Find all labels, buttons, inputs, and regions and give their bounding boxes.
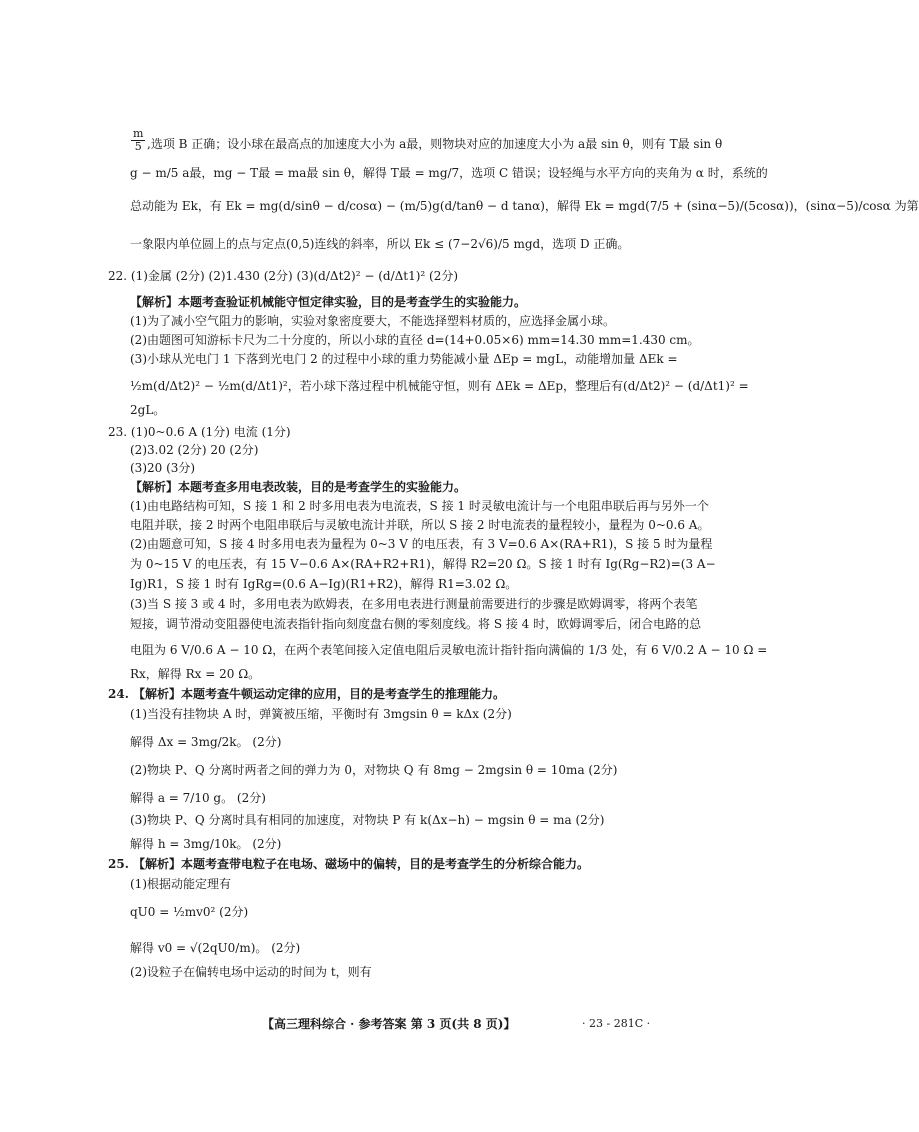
fraction-m-over-5: $\frac{m}{5}$	[133, 127, 144, 153]
q22-part-2: (2)由题图可知游标卡尺为二十分度的，所以小球的直径 d=(14+0.05×6) mm=14.30 mm=1.430 cm。	[130, 333, 700, 347]
q24-analysis-heading: 24. 【解析】本题考查牛顿运动定律的应用，目的是考查学生的推理能力。	[108, 687, 506, 701]
q23-part-3-end: Rx，解得 Rx = 20 Ω。	[130, 667, 261, 681]
q22-part-3-end: 2gL。	[130, 403, 166, 417]
q24-part-1-result: 解得 Δx = 3mg/2k。 (2分)	[130, 735, 282, 749]
text-line-2: g − m/5 a最，mg − T最 = ma最 sin θ，解得 T最 = mg/7，选项 C 错误；设轻绳与水平方向的夹角为 α 时，系统的	[130, 166, 768, 180]
footer-code: · 23 - 281C ·	[582, 1017, 651, 1030]
footer-page-label: 【高三理科综合 · 参考答案 第 3 页(共 8 页)】	[262, 1017, 516, 1031]
q23-answer-3: (3)20 (3分)	[130, 461, 196, 475]
q22-part-3-cont: ½m(d/Δt2)² − ½m(d/Δt1)²，若小球下落过程中机械能守恒，则有 ΔEk = ΔEp，整理后有(d/Δt2)² − (d/Δt1)² =	[130, 379, 749, 393]
q22-part-1: (1)为了减小空气阻力的影响，实验对象密度要大，不能选择塑料材质的，应选择金属小球。	[130, 314, 616, 328]
q24-part-1: (1)当没有挂物块 A 时，弹簧被压缩，平衡时有 3mgsin θ = kΔx (2分)	[130, 707, 512, 721]
q23-part-2-cont: 为 0~15 V 的电压表，有 15 V−0.6 A×(RA+R2+R1)，解得 R2=20 Ω。S 接 1 时有 Ig(Rg−R2)=(3 A−	[130, 557, 716, 571]
q22-answers: 22. (1)金属 (2分) (2)1.430 (2分) (3)(d/Δt2)² − (d/Δt1)² (2分)	[108, 269, 459, 283]
q25-part-1-result: 解得 v0 = √(2qU0/m)。 (2分)	[130, 941, 301, 955]
q23-analysis-heading: 【解析】本题考查多用电表改装，目的是考查学生的实验能力。	[130, 480, 467, 494]
q23-answer-1: 23. (1)0~0.6 A (1分) 电流 (1分)	[108, 425, 291, 439]
q24-part-3-result: 解得 h = 3mg/10k。 (2分)	[130, 837, 282, 851]
q23-part-1-cont: 电阻并联，接 2 时两个电阻串联后与灵敏电流计并联，所以 S 接 2 时电流表的量程较小，量程为 0~0.6 A。	[130, 518, 710, 532]
q25-analysis-heading: 25. 【解析】本题考查带电粒子在电场、磁场中的偏转，目的是考查学生的分析综合能力。	[108, 857, 590, 871]
q22-analysis-heading: 【解析】本题考查验证机械能守恒定律实验，目的是考查学生的实验能力。	[130, 295, 527, 309]
q24-part-2: (2)物块 P、Q 分离时两者之间的弹力为 0，对物块 Q 有 8mg − 2mgsin θ = 10ma (2分)	[130, 763, 618, 777]
q24-part-3: (3)物块 P、Q 分离时具有相同的加速度，对物块 P 有 k(Δx−h) − mgsin θ = ma (2分)	[130, 813, 605, 827]
q23-part-3: (3)当 S 接 3 或 4 时，多用电表为欧姆表，在多用电表进行测量前需要进行的步骤是欧姆调零，将两个表笔	[130, 597, 698, 611]
q23-part-1: (1)由电路结构可知，S 接 1 和 2 时多用电表为电流表，S 接 1 时灵敏电流计与一个电阻串联后再与另外一个	[130, 499, 709, 513]
q25-part-1: (1)根据动能定理有	[130, 877, 231, 891]
text-line-3: 总动能为 Ek，有 Ek = mg(d/sinθ − d/cosα) − (m/5)g(d/tanθ − d tanα)，解得 Ek = mgd(7/5 + (sinα−5)/(5cosα))，(sinα−5)/cosα 为第	[130, 199, 919, 213]
q23-part-2-end: Ig)R1，S 接 1 时有 IgRg=(0.6 A−Ig)(R1+R2)，解得 R1=3.02 Ω。	[130, 577, 518, 591]
q25-equation: qU0 = ½mv0² (2分)	[130, 905, 249, 919]
text-line-4: 一象限内单位圆上的点与定点(0,5)连线的斜率，所以 Ek ≤ (7−2√6)/5 mgd，选项 D 正确。	[130, 237, 630, 251]
q24-part-2-result: 解得 a = 7/10 g。 (2分)	[130, 791, 266, 805]
q23-part-2: (2)由题意可知，S 接 4 时多用电表为量程为 0~3 V 的电压表，有 3 V=0.6 A×(RA+R1)，S 接 5 时为量程	[130, 537, 713, 551]
q22-part-3: (3)小球从光电门 1 下落到光电门 2 的过程中小球的重力势能减小量 ΔEp = mgL，动能增加量 ΔEk =	[130, 352, 678, 366]
text-line-1: ,选项 B 正确；设小球在最高点的加速度大小为 a最，则物块对应的加速度大小为 a最 sin θ，则有 T最 sin θ	[147, 137, 723, 151]
q23-answer-2: (2)3.02 (2分) 20 (2分)	[130, 443, 259, 457]
q23-part-3-cont: 短接，调节滑动变阻器使电流表指针指向刻度盘右侧的零刻度线。将 S 接 4 时，欧姆调零后，闭合电路的总	[130, 617, 702, 631]
q25-part-2: (2)设粒子在偏转电场中运动的时间为 t，则有	[130, 965, 372, 979]
q23-part-3-formula: 电阻为 6 V/0.6 A − 10 Ω，在两个表笔间接入定值电阻后灵敏电流计指针指向满偏的 1/3 处，有 6 V/0.2 A − 10 Ω =	[130, 643, 768, 657]
